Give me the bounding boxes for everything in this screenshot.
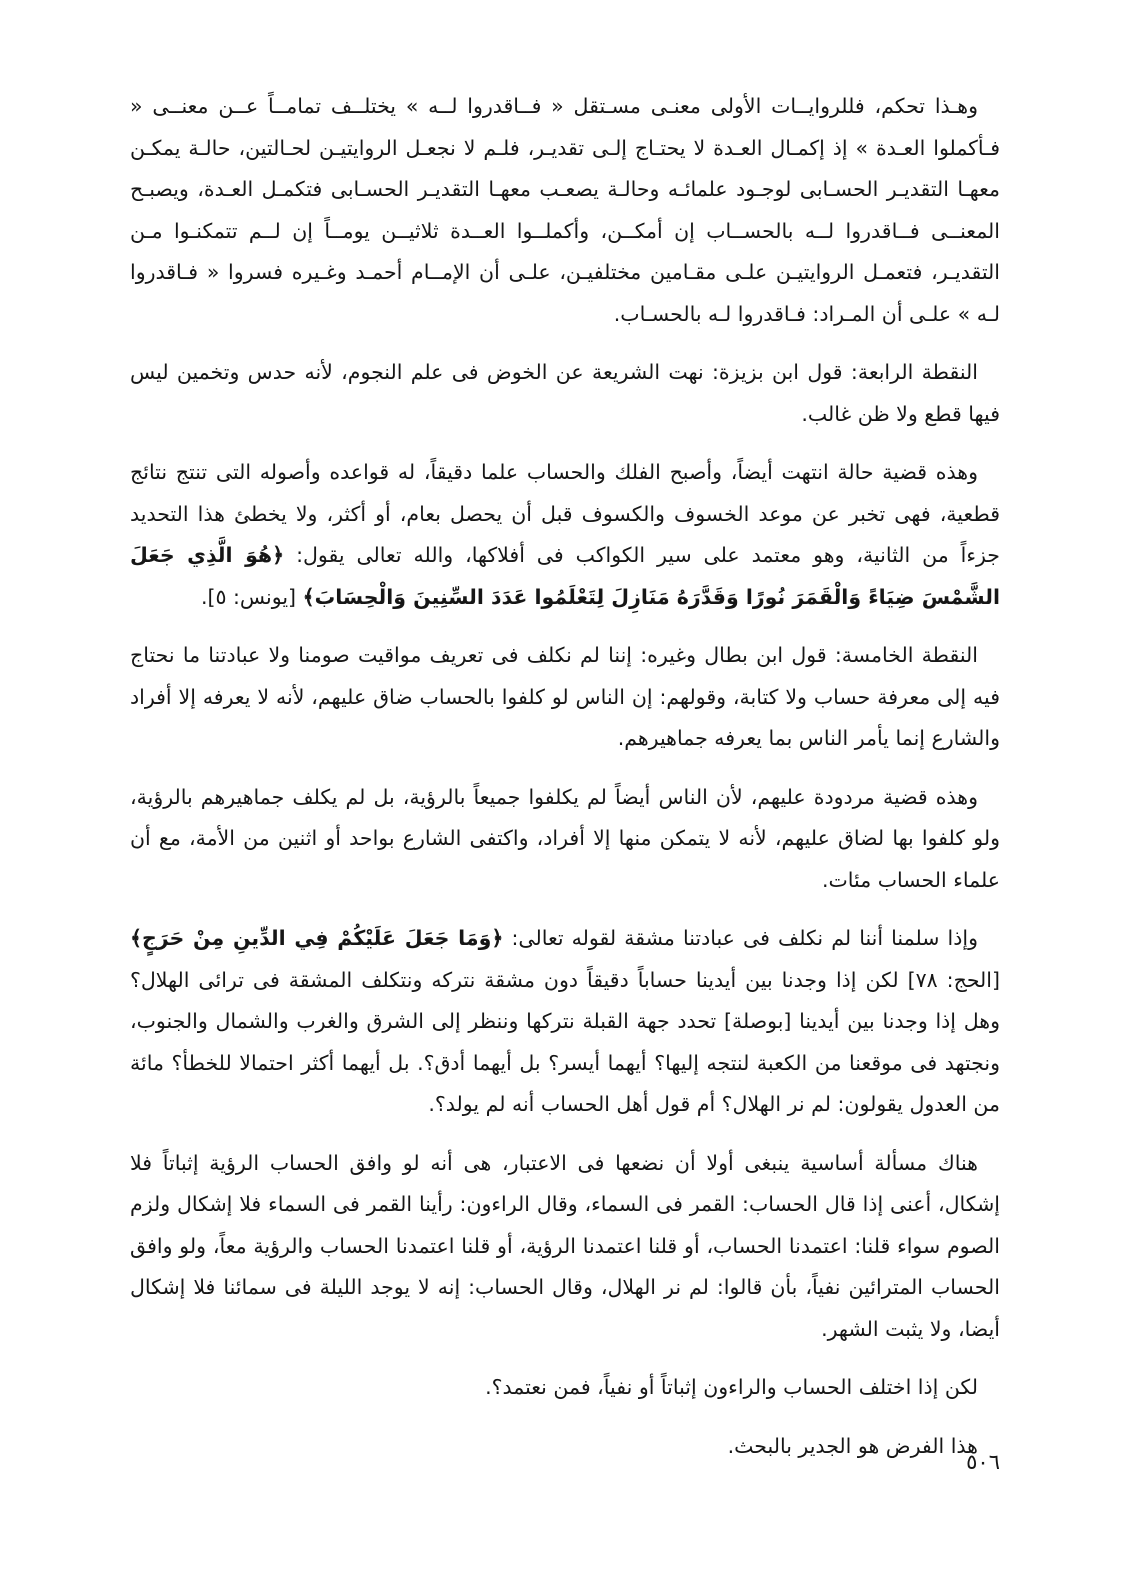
paragraph-2 — [130, 352, 1000, 435]
paragraph-9 — [130, 1426, 1000, 1468]
paragraph-5 — [130, 777, 1000, 902]
paragraph-7-text: هناك مسألة أساسية ينبغى أولا أن نضعها فى الاعتبار، هى أنه لو وافق الحساب الرؤية إثباتاً فلا إشكال، أعنى إذا قال الحساب: القمر فى السماء، وقال الراءون: رأينا القمر فى السماء فلا إشكال ولزم الصوم سواء قلنا: اعتمدنا الحساب، أو قلنا اعتمدنا الرؤية، أو قلنا اعتمدنا الحساب والرؤية معاً، ولو وافق الحساب المترائين نفياً، بأن قالوا: لم نر الهلال، وقال الحساب: إنه لا يوجد الليلة فى سمائنا فلا إشكال أيضا، ولا يثبت الشهر. — [130, 1150, 1000, 1341]
page-body — [130, 86, 1000, 1484]
paragraph-1-text: وهـذا تحكم، فللروايــات الأولى معنـى مسـتقل « فــاقدروا لــه » يختلــف تمامــاً عــن معنــى « فـأكملوا العـدة » إذ إكمـال العـدة لا يحتـاج إلـى تقديـر، فلـم لا نجعـل الروايتيـن لحـالتين، حالـة يمكـن معهـا التقديـر الحسـابى لوجـود علمائـه وحالـة يصعـب معهـا التقديـر الحسـابى فتكمـل العـدة، ويصبـح المعنــى فــاقدروا لــه بالحســاب إن أمكــن، وأكملــوا العــدة ثلاثيــن يومــاً إن لــم تتمكنـوا مـن التقديـر، فتعمـل الروايتيـن علـى مقـامين مختلفيـن، علـى أن الإمــام أحمـد وغـيره فسروا « فـاقدروا لـه » علـى أن المـراد: فـاقدروا لـه بالحسـاب. — [130, 94, 1000, 326]
paragraph-2-text: النقطة الرابعة: قول ابن بزيزة: نهت الشريعة عن الخوض فى علم النجوم، لأنه حدس وتخمين ليس فيها قطع ولا ظن غالب. — [130, 360, 1000, 426]
page-number: ٥٠٦ — [966, 1450, 1000, 1474]
paragraph-5-text: وهذه قضية مردودة عليهم، لأن الناس أيضاً لم يكلفوا جميعاً بالرؤية، بل لم يكلف جماهيرهم بالرؤية، ولو كلفوا بها لضاق عليهم، لأنه لا يتمكن منها إلا أفراد، واكتفى الشارع بواحد أو اثنين من الأمة، مع أن علماء الحساب مئات. — [130, 784, 1000, 892]
paragraph-3-text: وهذه قضية حالة انتهت أيضاً، وأصبح الفلك والحساب علما دقيقاً، له قواعده وأصوله التى تنتج نتائج قطعية، فهى تخبر عن موعد الخسوف والكسوف قبل أن يحصل بعام، أو أكثر، ولا يخطئ هذا التحديد جزءاً من الثانية، وهو معتمد على سير الكواكب فى أفلاكها، والله تعالى يقول: — [130, 460, 1000, 567]
paragraph-4-text: النقطة الخامسة: قول ابن بطال وغيره: إننا لم نكلف فى تعريف مواقيت صومنا ولا عبادتنا ما نحتاج فيه إلى معرفة حساب ولا كتابة، وقولهم: إن الناس لو كلفوا بالحساب ضاق عليهم، لأنه لا يعرفه إلا أفراد والشارع إنما يأمر الناس بما يعرفه جماهيرهم. — [130, 643, 1000, 750]
quran-verse-yunus: ﴿هُوَ الَّذِي جَعَلَ الشَّمْسَ ضِيَاءً وَالْقَمَرَ نُورًا وَقَدَّرَهُ مَنَازِلَ لِتَعْلَمُوا عَدَدَ السِّنِينَ وَالْحِسَابَ﴾ — [130, 543, 1000, 609]
paragraph-3 — [130, 452, 1000, 618]
paragraph-9-text: هذا الفرض هو الجدير بالبحث. — [727, 1433, 978, 1458]
paragraph-7 — [130, 1143, 1000, 1351]
paragraph-6-text: وإذا سلمنا أننا لم نكلف فى عبادتنا مشقة لقوله تعالى: — [511, 926, 978, 950]
verse-reference-hajj: [الحج: ٧٨] لكن إذا وجدنا بين أيدينا حساباً دقيقاً دون مشقة نتركه ونتكلف المشقة فى ترائى الهلال؟ وهل إذا وجدنا بين أيدينا [بوصلة] تحدد جهة القبلة نتركها وننظر إلى الشرق والغرب والشمال والجنوب، ونجتهد فى موقعنا من الكعبة لنتجه إليها؟ أيهما أيسر؟ بل أيهما أدق؟. بل أيهما أكثر احتمالا للخطأ؟ مائة من العدول يقولون: لم نر الهلال؟ أم قول أهل الحساب أنه لم يولد؟. — [130, 967, 1000, 1116]
quran-verse-hajj: ﴿وَمَا جَعَلَ عَلَيْكُمْ فِي الدِّينِ مِنْ حَرَجٍ﴾ — [130, 926, 504, 950]
verse-reference-yunus: [يونس: ٥]. — [200, 584, 297, 609]
paragraph-8 — [130, 1367, 1000, 1409]
paragraph-6 — [130, 918, 1000, 1126]
paragraph-4 — [130, 635, 1000, 760]
paragraph-8-text: لكن إذا اختلف الحساب والراءون إثباتاً أو نفياً، فمن نعتمد؟. — [485, 1375, 978, 1399]
paragraph-1 — [130, 86, 1000, 335]
